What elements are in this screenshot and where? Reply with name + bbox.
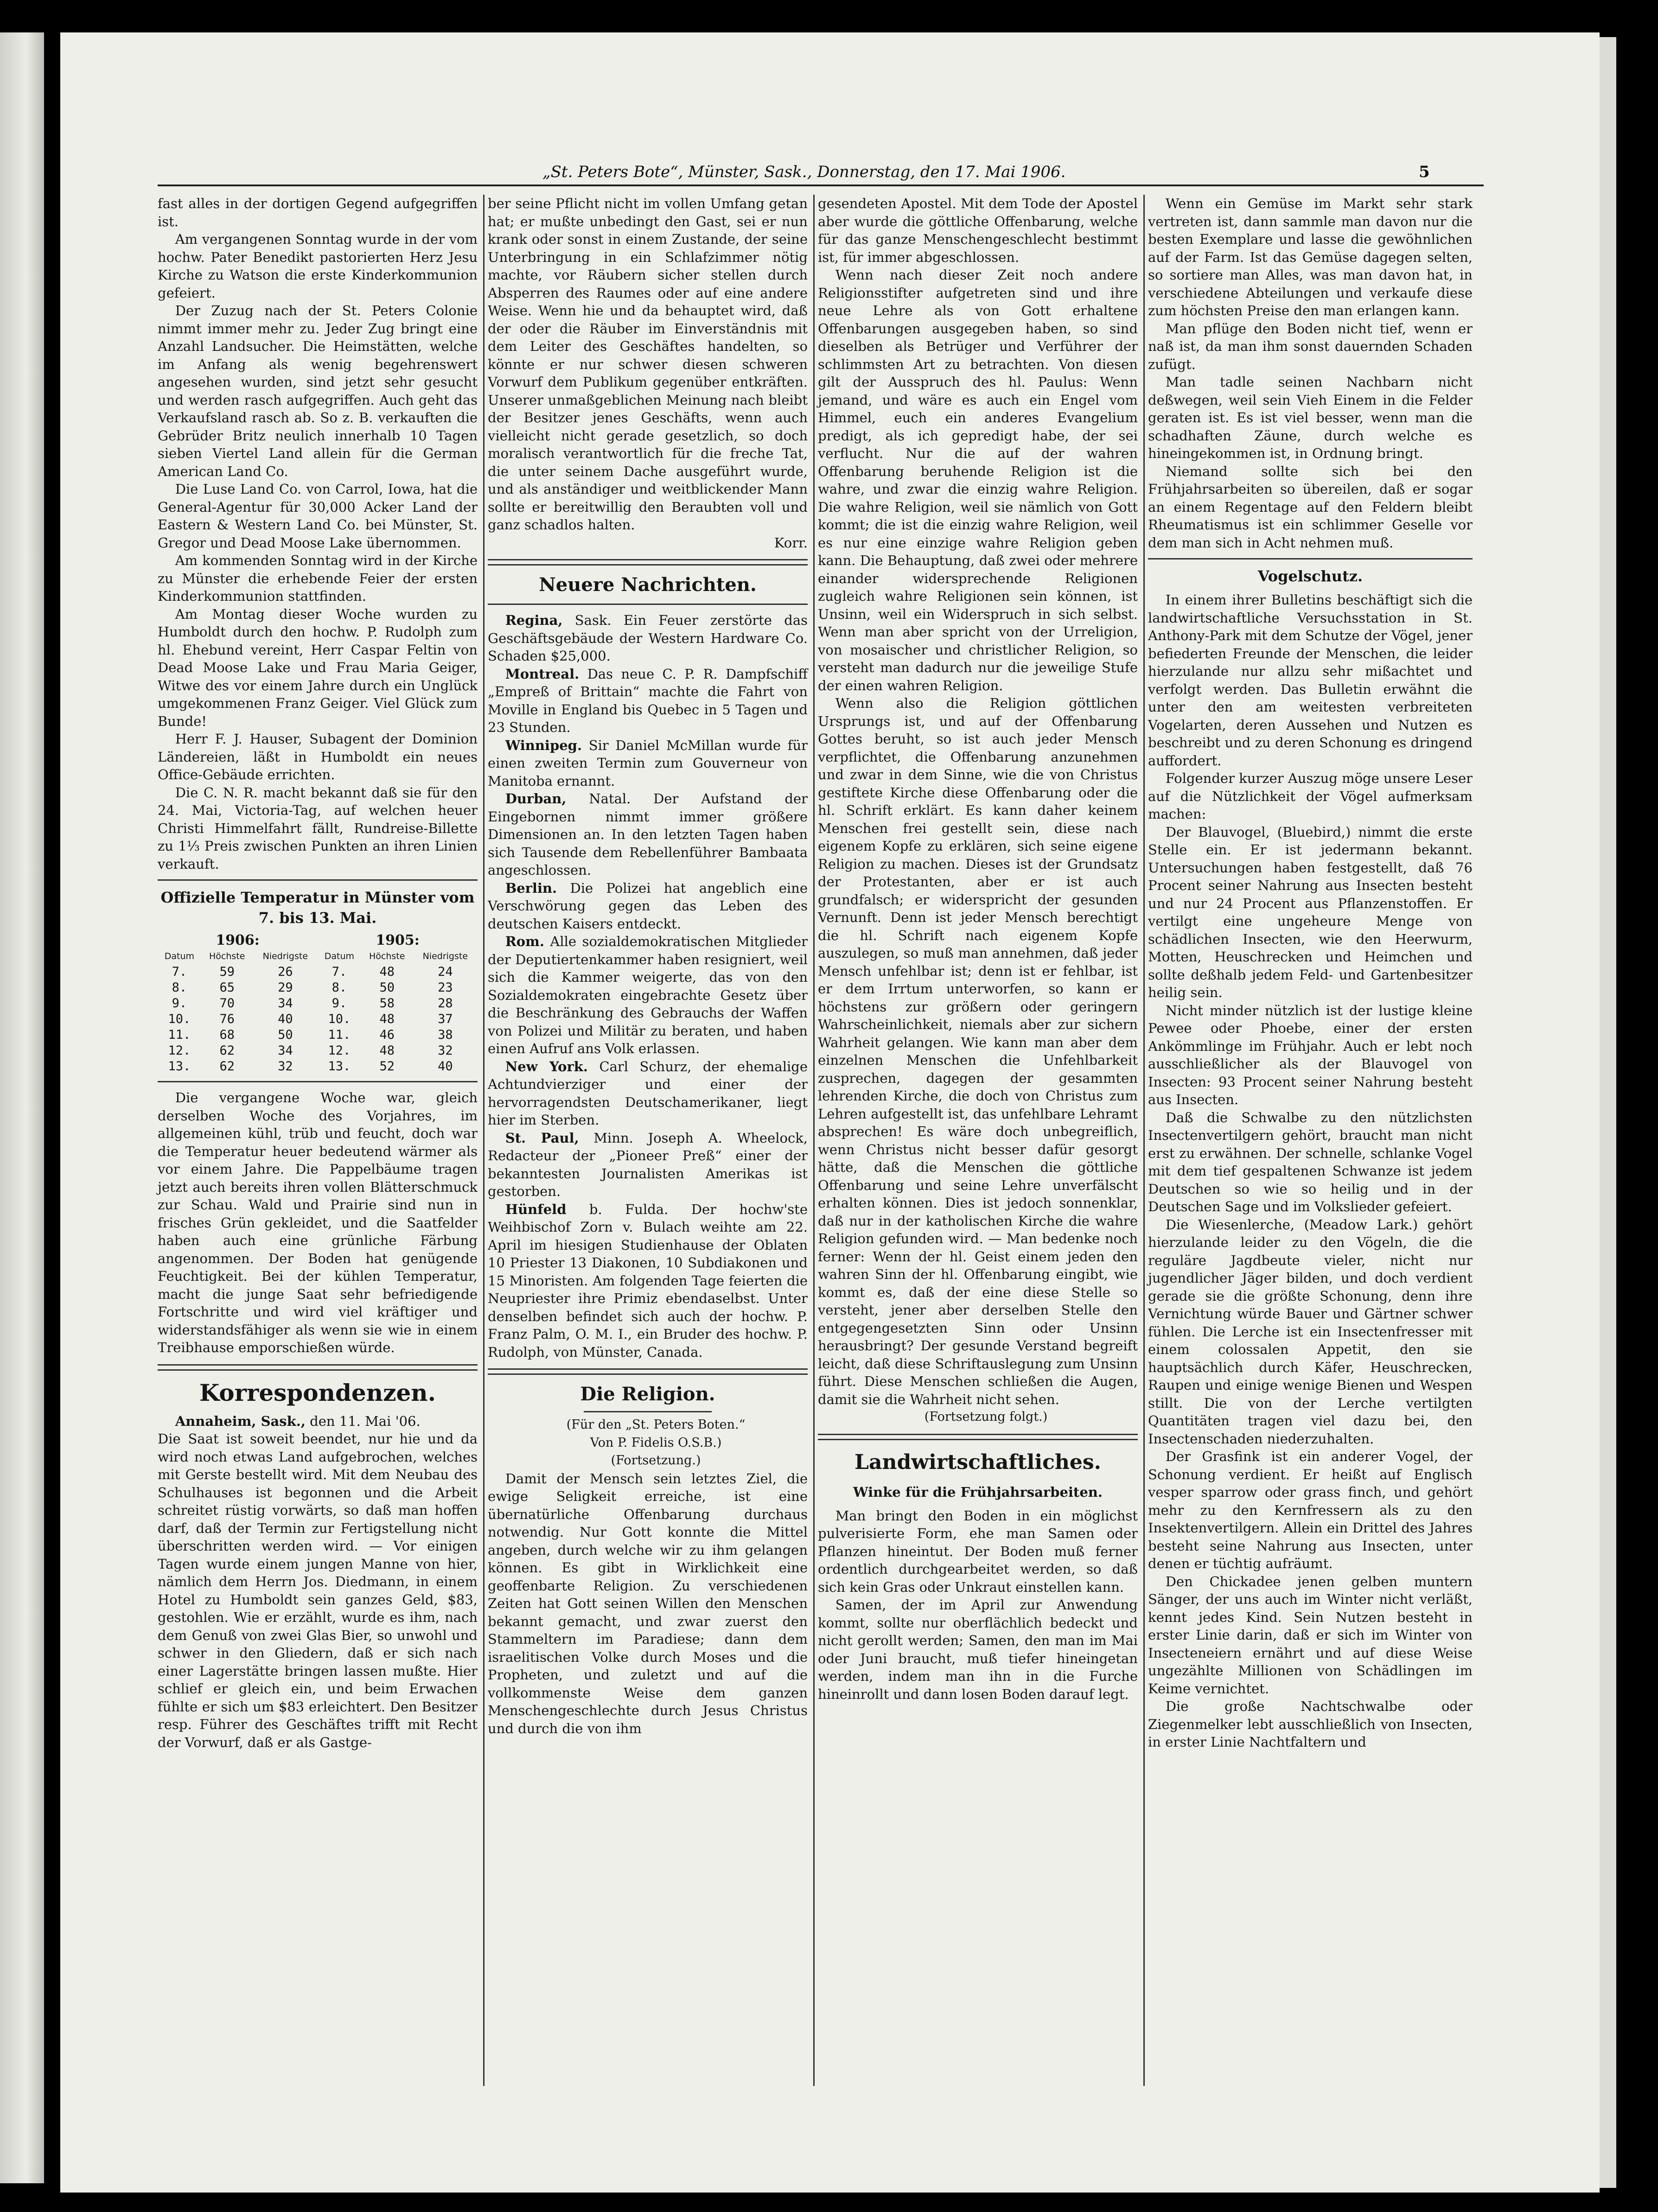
news-item [488, 1201, 808, 1361]
table-cell: 62 [219, 1059, 235, 1074]
section-rule [488, 559, 808, 566]
table-cell: 10. [328, 1012, 351, 1026]
table-row [158, 1011, 478, 1027]
news-place: Montreal. [505, 666, 580, 682]
article-paragraph: Die Wiesenlerche, (Meadow Lark.) gehört hierzulande leider zu den Vögeln, die die reguläre Jagdbeute vieler, nicht nur jugendlicher Jäger bilden, und doch verdient gerade sie die größte Schonung, denn ihre Vernichtung würde Bauer und Gärtner schwer fühlen. Die Lerche ist ein Insectenfresser mit einem colossalen Appetit, den sie hauptsächlich durch Käfer, Heuschrecken, Raupen und einige wenige Bienen und Wespen stillt. Die von der Lerche vertilgten Quantitäten tragen viel dazu bei, den Insectenschaden niederzuhalten. [1148, 1216, 1473, 1447]
column-label: Niedrigste [262, 951, 308, 961]
news-item [488, 1058, 808, 1129]
article-paragraph: Der Grasfink ist ein anderer Vogel, der Schonung verdient. Er heißt auf Englisch vesper sparrow oder grass finch, und gehört mehr zu den Kernfressern als zu den Insektenvertilgern. Allein ein Drittel des Jahres besteht seine Nahrung aus Insecten, unter denen er tüchtig aufräumt. [1148, 1449, 1473, 1571]
article-paragraph: Der Zuzug nach der St. Peters Colonie nimmt immer mehr zu. Jeder Zug bringt eine Anzahl Landsucher. Die Heimstätten, welche im Anfang als wenig begehrenswert angesehen wurden, sind jetzt sehr gesucht und werden rasch aufgegriffen. Auch geht das Verkaufsland rasch ab. So z. B. verkauften die Gebrüder Britz neulich innerhalb 10 Tagen sieben Viertel Land allein für die German American Land Co. [158, 303, 478, 479]
section-rule [488, 1368, 808, 1375]
table-cell: 48 [379, 1043, 395, 1058]
section-rule [818, 1434, 1138, 1440]
article-paragraph: Folgender kurzer Auszug möge unsere Leser auf die Nützlichkeit der Vögel aufmerksam machen: [1148, 770, 1473, 822]
article-paragraph: Die Luse Land Co. von Carrol, Iowa, hat die General-Agentur für 30,000 Acker Land der Eastern & Western Land Co. bei Münster, St. Gregor und Dead Moose Lake übernommen. [158, 481, 478, 551]
article-paragraph: Man bringt den Boden in ein möglichst pulverisierte Form, ehe man Samen oder Pflanzen hineintut. Der Boden muß ferner ordentlich durchgearbeitet werden, so daß sich kein Gras oder Unkraut einstellen kann. [818, 1507, 1138, 1595]
table-cell: 48 [379, 1012, 395, 1026]
news-text: Minn. Joseph A. Wheelock, Redacteur der „Pioneer Preß“ einer der bekanntesten Journalisten Amerikas ist gestorben. [488, 1130, 808, 1199]
article-paragraph: Damit der Mensch sein letztes Ziel, die ewige Seligkeit erreiche, ist eine übernatürliche Offenbarung durchaus notwendig. Nur Gott konnte die Mittel angeben, durch welche wir zu ihm gelangen können. Es gibt in Wirklichkeit eine geoffenbarte Religion. Zu verschiedenen Zeiten hat Gott seinen Willen den Menschen bekannt gemacht, und zwar zuerst den Stammeltern im Paradiese; dann dem israelitischen Volke durch Moses und die Propheten, und zuletzt und auf die vollkommenste Weise dem ganzen Menschengeschlechte durch Jesus Christus und durch die von ihm [488, 1470, 808, 1736]
column-2 [488, 195, 808, 1737]
table-cell: 76 [219, 1012, 235, 1026]
news-place: Hünfeld [505, 1201, 567, 1217]
table-cell: 9. [172, 996, 187, 1011]
article-paragraph: Am Montag dieser Woche wurden zu Humboldt durch den hochw. P. Rudolph zum hl. Ehebund vereint, Herr Caspar Feltin von Dead Moose Lake und Frau Maria Geiger, Witwe des vor einem Jahre durch ein Unglück umgekommenen Franz Geiger. Viel Glück zum Bunde! [158, 606, 478, 729]
table-cell: 59 [219, 965, 235, 979]
temperature-heading: Offizielle Temperatur in Münster vom 7. bis 13. Mai. [160, 889, 475, 927]
page-edge [1600, 37, 1616, 2188]
continuation-note: (Fortsetzung folgt.) [924, 1410, 1048, 1424]
table-cell: 7. [332, 965, 347, 979]
column-rule [483, 195, 485, 2086]
table-cell: 68 [219, 1028, 235, 1042]
table-row [158, 1027, 478, 1043]
news-item [488, 611, 808, 665]
table-cell: 12. [328, 1043, 351, 1058]
table-cell: 23 [438, 980, 453, 995]
previous-page-edge [0, 32, 44, 2183]
article-paragraph: Die große Nachtschwalbe oder Ziegenmelker lebt ausschließlich von Insecten, in erster Linie Nachtfaltern und [1148, 1698, 1473, 1750]
news-text: Alle sozialdemokratischen Mitglieder der Deputiertenkammer haben resigniert, weil sich die Kammer weigerte, das von den Sozialdemokraten eingebrachte Gesetz über die Beschränkung des Gebrauchs der Waffen von Polizei und Militär zu beraten, und haben einen Aufruf ans Volk erlassen. [488, 934, 808, 1056]
news-place: Durban, [505, 791, 567, 807]
column-3 [818, 195, 1138, 1703]
article-paragraph: Die vergangene Woche war, gleich derselben Woche des Vorjahres, im allgemeinen kühl, trüb und feucht, doch war die Temperatur heuer bedeutend wärmer als vor einem Jahre. Die Pappelbäume tragen jetzt auch bereits ihren vollen Blätterschmuck zur Schau. Wald und Prairie sind nun in frisches Grün gekleidet, und die Saatfelder haben auch eine grünliche Färbung angenommen. Der Boden hat genügende Feuchtigkeit. Bei der kühlen Temperatur, macht die junge Saat sehr befriedigende Fortschritte und wird viel kräftiger und widerstandsfähiger als wenn sie wie in einem Treibhause emporschießen würde. [158, 1090, 478, 1355]
article-signature: Korr. [774, 534, 808, 551]
column-4 [1148, 195, 1473, 1751]
news-place: Winnipeg. [505, 737, 582, 753]
news-item [488, 790, 808, 879]
table-cell: 52 [379, 1059, 395, 1074]
article-paragraph: Wenn ein Gemüse im Markt sehr stark vertreten ist, dann sammle man davon nur die besten Exemplare und lasse die gewöhnlichen auf der Farm. Ist das Gemüse dagegen selten, so sortiere man Alles, was man davon hat, in verschiedene Abteilungen und verkaufe diese zum höchsten Preise den man erlangen kann. [1148, 196, 1473, 318]
table-cell: 48 [379, 965, 395, 979]
section-heading-religion: Die Religion. [580, 1383, 715, 1405]
table-cell: 32 [438, 1043, 453, 1058]
header-rule [158, 184, 1484, 186]
table-cell: 50 [278, 1028, 293, 1042]
table-cell: 38 [438, 1028, 453, 1042]
news-item [488, 1129, 808, 1201]
byline: Von P. Fidelis O.S.B.) [590, 1435, 722, 1450]
article-paragraph: Der Blauvogel, (Bluebird,) nimmt die erste Stelle ein. Er ist jedermann bekannt. Untersuchungen haben festgestellt, daß 76 Procent seiner Nahrung aus Insecten besteht und nur 24 Procent aus Pflanzenstoffen. Er vertilgt eine ungeheure Menge von schädlichen Insecten, wie den Heerwurm, Motten, Heuschrecken und Heimchen und sollte deßhalb jedem Feld- und Gartenbesitzer heilig sein. [1148, 824, 1473, 1000]
section-heading-vogelschutz: Vogelschutz. [1257, 567, 1363, 585]
column-label: Datum [324, 951, 355, 961]
table-cell: 37 [438, 1012, 453, 1026]
table-row [158, 1059, 478, 1074]
table-row [158, 1043, 478, 1059]
table-cell: 11. [168, 1028, 191, 1042]
news-item [488, 933, 808, 1058]
table-cell: 13. [168, 1059, 191, 1074]
article-paragraph: Niemand sollte sich bei den Frühjahrsarbeiten so übereilen, daß er sogar an einem Regentage auf den Feldern bleibt Rheumatismus ist ein schlimmer Geselle vor dem man sich in Acht nehmen muß. [1148, 463, 1473, 551]
article-paragraph: ber seine Pflicht nicht im vollen Umfang getan hat; er mußte unbedingt den Gast, sei er nun krank oder sonst in einem Zustande, der seine Unterbringung in ein Schlafzimmer nötig machte, vor Räubern sicher stellen durch Absperren des Raumes oder auf eine andere Weise. Wenn hie und da behauptet wird, daß der oder die Räuber im Einverständnis mit dem Leiter des Geschäftes handelten, so könnte er nur schwer diesen schweren Vorwurf dem Publikum gegenüber entkräften. Unserer unmaßgeblichen Meinung nach bleibt der Besitzer jenes Geschäfts, wenn auch vielleicht nicht gerade gesetzlich, so doch moralisch verantwortlich für die freche Tat, die unter seinem Dache ausgeführt wurde, und als anständiger und weitblickender Mann sollte er bereitwillig den Beraubten voll und ganz schadlos halten. [488, 196, 808, 533]
year-1906-label: 1906: [216, 932, 260, 948]
section-rule [158, 1364, 478, 1371]
article-paragraph: Die C. N. R. macht bekannt daß sie für den 24. Mai, Victoria-Tag, auf welchen heuer Christi Himmelfahrt fällt, Rundreise-Billette zu 1⅓ Preis zwischen Punkten an ihren Linien verkauft. [158, 784, 478, 872]
section-rule [488, 604, 808, 605]
table-row [158, 980, 478, 996]
news-place: Rom. [505, 934, 544, 949]
table-cell: 32 [278, 1059, 293, 1074]
table-cell: 58 [379, 996, 395, 1011]
table-cell: 28 [438, 996, 453, 1011]
page-number: 5 [1419, 163, 1430, 181]
article-paragraph: Samen, der im April zur Anwendung kommt, sollte nur oberflächlich bedeckt und nicht gerollt werden; Samen, den man im Mai oder Juni braucht, muß tiefer hineingetan werden, indem man ihn in die Furche hineinrollt und dann losen Boden darauf legt. [818, 1597, 1138, 1702]
dateline-place: Annaheim, Sask., [175, 1413, 306, 1429]
news-item [488, 879, 808, 933]
article-paragraph: Daß die Schwalbe zu den nützlichsten Insectenvertilgern gehört, braucht man nicht erst zu erwähnen. Der schnelle, schlanke Vogel mit dem tief gespaltenen Schwanze ist jedem Deutschen so wie so heilig und in der Deutschen Sage und im Volkslieder gefeiert. [1148, 1109, 1473, 1214]
table-cell: 50 [379, 980, 395, 995]
news-place: New York. [505, 1058, 588, 1074]
table-cell: 7. [172, 965, 187, 979]
subheading: Winke für die Frühjahrsarbeiten. [853, 1484, 1103, 1500]
article-paragraph: gesendeten Apostel. Mit dem Tode der Apostel aber wurde die göttliche Offenbarung, welche für das ganze Menschengeschlecht bestimmt ist, für immer abgeschlossen. [818, 196, 1138, 265]
section-heading-nachrichten: Neuere Nachrichten. [539, 574, 757, 596]
section-rule [158, 1081, 478, 1082]
column-label: Datum [164, 951, 195, 961]
page-header [153, 160, 1498, 188]
table-cell: 8. [172, 980, 187, 995]
column-rule [813, 195, 815, 2086]
article-paragraph: Am kommenden Sonntag wird in der Kirche zu Münster die erhebende Feier der ersten Kinderkommunion stattfinden. [158, 553, 478, 604]
byline: (Für den „St. Peters Boten.“ [566, 1417, 746, 1432]
column-label: Niedrigste [422, 951, 468, 961]
temperature-table [158, 933, 478, 1074]
table-cell: 40 [438, 1059, 453, 1074]
article-paragraph: fast alles in der dortigen Gegend aufgegriffen ist. [158, 196, 478, 229]
article-paragraph: Man pflüge den Boden nicht tief, wenn er naß ist, da man ihm sonst dauernden Schaden zufügt. [1148, 320, 1473, 372]
news-text: Sir Daniel McMillan wurde für einen zweiten Termin zum Gouverneur von Manitoba ernannt. [488, 737, 808, 789]
section-rule [158, 879, 478, 881]
article-paragraph: Man tadle seinen Nachbarn nicht deßwegen, weil sein Vieh Einem in die Felder geraten ist. Es ist viel besser, wenn man die schadhaften Zäune, durch welche es hineingekommen ist, in Ordnung bringt. [1148, 374, 1473, 461]
table-cell: 29 [278, 980, 293, 995]
news-place: Berlin. [505, 880, 557, 896]
news-text: Natal. Der Aufstand der Eingebornen nimmt immer größere Dimensionen an. In den letzten Tagen haben sich Tausende dem Rebellenführer Bambaata angeschlossen. [488, 791, 808, 878]
table-cell: 46 [379, 1028, 395, 1042]
table-row [158, 996, 478, 1011]
dateline-date: den 11. Mai '06. [310, 1413, 421, 1429]
column-rule [1143, 195, 1145, 2086]
year-1905-label: 1905: [376, 932, 420, 948]
table-cell: 8. [332, 980, 347, 995]
column-label: Höchste [369, 951, 405, 961]
article-paragraph: In einem ihrer Bulletins beschäftigt sich die landwirtschaftliche Versuchsstation in St. Anthony-Park mit dem Schutze der Vögel, jener befiederten Freunde der Menschen, die leider hierzulande nur allzu sehr mißachtet und verfolgt werden. Das Bulletin erwähnt die unter den am weitesten verbreiteten Vogelarten, deren Aussehen und Nutzen es beschreibt und zu deren Schonung es dringend auffordert. [1148, 592, 1473, 769]
article-paragraph: Wenn nach dieser Zeit noch andere Religionsstifter aufgetreten sind und ihre neue Lehre als von Gott erhaltene Offenbarungen ausgegeben haben, so sind dieselben als Betrüger und Verführer der schlimmsten Art zu betrachten. Von diesen gilt der Ausspruch des hl. Paulus: Wenn jemand, und wäre es auch ein Engel vom Himmel, euch ein anderes Evangelium predigt, als ich gepredigt habe, der sei verflucht. Nur die auf der wahren Offenbarung beruhende Religion ist die wahre, und zwar die einzig wahre Religion. Die wahre Religion, weil sie nämlich von Gott kommt; die ist die einzig wahre Religion, weil es nur eine einzige wahre Religion geben kann. Die Behauptung, daß zwei oder mehrere einander widersprechende Religionen zugleich wahre Religionen sein können, ist Unsinn, weil ein Widerspruch in sich selbst. Wenn man aber spricht von der Urreligion, von mosaischer und christlicher Religion, so versteht man dadurch nur die jeweilige Stufe der einen wahren Religion. [818, 267, 1138, 693]
masthead-line: „St. Peters Bote“, Münster, Sask., Donnerstag, den 17. Mai 1906. [542, 163, 1066, 181]
news-text: Carl Schurz, der ehemalige Achtundvierziger und einer der hervorragendsten Deutschamerikaner, liegt hier im Sterben. [488, 1058, 808, 1128]
table-cell: 24 [438, 965, 453, 979]
news-place: St. Paul, [505, 1130, 579, 1146]
table-cell: 9. [332, 996, 347, 1011]
table-cell: 13. [328, 1059, 351, 1074]
article-dateline [158, 1412, 478, 1430]
table-row [158, 964, 478, 980]
news-text: Sask. Ein Feuer zerstörte das Geschäftsgebäude der Western Hardware Co. Schaden $25,000. [488, 612, 808, 664]
title-rule [584, 1411, 712, 1412]
article-paragraph: Wenn also die Religion göttlichen Ursprungs ist, und auf der Offenbarung Gottes beruht, so ist auch jeder Mensch verpflichtet, die Offenbarung anzunehmen und zwar in dem Sinne, wie die von Christus gestiftete Kirche diese Offenbarung oder die hl. Schrift erklärt. Es kann daher keinem Menschen frei gestellt sein, diese nach eigenem Kopfe zu erklären, sich seine eigene Religion zu machen. Dieses ist der Grundsatz der Protestanten, aber er ist auch grundfalsch; er widerspricht der gesunden Vernunft. Denn ist jeder Mensch berechtigt die hl. Schrift nach eigenem Kopfe auszulegen, so muß man annehmen, daß jeder Mensch unfehlbar ist; denn ist er fehlbar, ist er dem Irrtum unterworfen, so kann er höchstens zur größern oder geringern Wahrscheinlichkeit, niemals aber zur sichern Wahrheit gelangen. Wie kann man aber dem einzelnen Menschen die Unfehlbarkeit zusprechen, dagegen der gesammten lehrenden Kirche, die doch von Christus zum Lehren aufgestellt ist, das unfehlbare Lehramt absprechen! Es wäre doch unbegreiflich, wenn Christus nicht besser dafür gesorgt hätte, daß die Menschen die göttliche Offenbarung und seine Lehre unverfälscht erhalten können. Dies ist jedoch sonnenklar, daß nur in der katholischen Kirche die wahre Religion gefunden wird. — Man bedenke noch ferner: Wenn der hl. Geist einem jeden den wahren Sinn der hl. Offenbarung eingibt, wie kommt es, daß der eine diese Stelle so versteht, jener aber derselben Stelle den entgegengesetzten Sinn oder Unsinn herausbringt? Der gesunde Verstand begreift leicht, daß diese Schriftauslegung zum Unsinn führt. Diese Menschen schließen die Augen, damit sie die Wahrheit nicht sehen. [818, 695, 1138, 1407]
article-paragraph: Am vergangenen Sonntag wurde in der vom hochw. Pater Benedikt pastorierten Herz Jesu Kirche zu Watson die erste Kinderkommunion gefeiert. [158, 231, 478, 301]
table-cell: 12. [168, 1043, 191, 1058]
news-item [488, 737, 808, 790]
table-cell: 65 [219, 980, 235, 995]
table-cell: 70 [219, 996, 235, 1011]
continuation-note: (Fortsetzung.) [611, 1453, 701, 1468]
news-text: Das neue C. P. R. Dampfschiff „Empreß of Brittain“ machte die Fahrt von Moville in England bis Quebec in 5 Tagen und 23 Stunden. [488, 666, 808, 735]
table-cell: 10. [168, 1012, 191, 1026]
column-1 [158, 195, 478, 1751]
table-cell: 34 [278, 1043, 293, 1058]
article-paragraph: Herr F. J. Hauser, Subagent der Dominion Ländereien, läßt in Humboldt ein neues Office-Gebäude errichten. [158, 731, 478, 782]
table-cell: 26 [278, 965, 293, 979]
table-cell: 34 [278, 996, 293, 1011]
section-heading-landwirtschaft: Landwirtschaftliches. [855, 1450, 1101, 1474]
news-place: Regina, [505, 612, 563, 628]
article-paragraph: Die Saat ist soweit beendet, nur hie und da wird noch etwas Land aufgebrochen, welches mit Gerste bestellt wird. Mit dem Neubau des Schulhauses ist begonnen und die Arbeit schreitet rüstig vorwärts, so daß man hoffen darf, daß der Termin zur Fertigstellung nicht überschritten werden wird. — Vor einigen Tagen wurde einem jungen Manne von hier, nämlich dem Herrn Jos. Diedmann, in einem Hotel zu Humboldt sein ganzes Geld, $83, gestohlen. Wie er erzählt, wurde es ihm, nach dem Genuß von zwei Glas Bier, so unwohl und schwer in den Gliedern, daß er sich nach einer Lagerstätte bringen lassen mußte. Hier schlief er gleich ein, und beim Erwachen fühlte er sich um $83 erleichtert. Den Besitzer resp. Führer des Geschäftes trifft mit Recht der Vorwurf, daß er als Gastge- [158, 1431, 478, 1750]
news-text: Die Polizei hat angeblich eine Verschwörung gegen das Leben des deutschen Kaisers entdeckt. [488, 880, 808, 932]
column-label: Höchste [209, 951, 245, 961]
news-text: b. Fulda. Der hochw'ste Weihbischof Zorn v. Bulach weihte am 22. April im hiesigen Studienhause der Oblaten 10 Priester 13 Diakonen, 10 Subdiakonen und 15 Minoristen. Am folgenden Tage feierten die Neupriester ihre Primiz ebendaselbst. Unter denselben befindet sich auch der hochw. P. Franz Palm, O. M. I., ein Bruder des hochw. P. Rudolph, von Münster, Canada. [488, 1201, 808, 1360]
section-rule [1148, 558, 1473, 559]
table-cell: 62 [219, 1043, 235, 1058]
table-cell: 11. [328, 1028, 351, 1042]
article-paragraph: Nicht minder nützlich ist der lustige kleine Pewee oder Phoebe, einer der ersten Ankömmlinge im Frühjahr. Auch er lebt noch ausschließlicher als der Blauvogel von Insecten: 93 Procent seiner Nahrung besteht aus Insecten. [1148, 1002, 1473, 1107]
news-item [488, 665, 808, 737]
table-cell: 40 [278, 1012, 293, 1026]
article-paragraph: Den Chickadee jenen gelben muntern Sänger, der uns auch im Winter nicht verläßt, kennt jedes Kind. Sein Nutzen besteht in erster Linie darin, daß er sich im Winter von Insecteneiern ernährt und auf diese Weise ungezählte Millionen von Schädlingen im Keime vernichtet. [1148, 1573, 1473, 1697]
section-heading-korrespondenzen: Korrespondenzen. [199, 1379, 436, 1406]
